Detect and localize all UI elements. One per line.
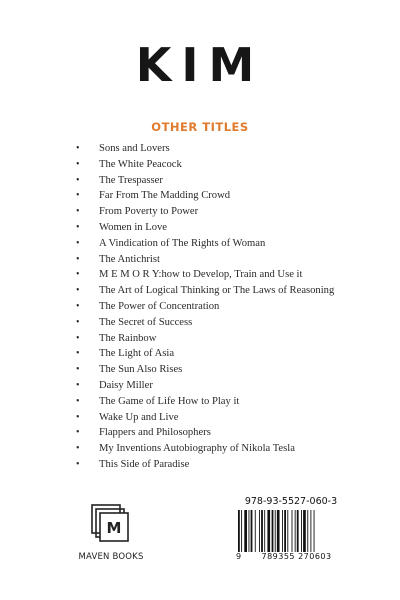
list-item: • The Game of Life How to Play it [74, 394, 384, 410]
barcode-bar [287, 510, 288, 552]
barcode-bar [277, 510, 280, 552]
list-item: • This Side of Paradise [74, 457, 384, 473]
barcode-bar [275, 510, 276, 552]
list-item: • The Secret of Success [74, 315, 384, 331]
publisher-name: MAVEN BOOKS [78, 552, 144, 562]
list-item: • The Light of Asia [74, 346, 384, 362]
isbn-label: 978-93-5527-060-3 [244, 496, 338, 507]
barcode-bar [251, 510, 253, 552]
logo-letter: M [106, 519, 122, 537]
barcode-bar [303, 510, 306, 552]
isbn-barcode [236, 510, 346, 552]
barcode-bar [314, 510, 315, 552]
barcode-bar [310, 510, 311, 552]
barcode-bar [261, 510, 263, 552]
list-item: • Sons and Lovers [74, 141, 384, 157]
barcode-bar [241, 510, 242, 552]
list-item: • Flappers and Philosophers [74, 425, 384, 441]
barcode-bar [272, 510, 274, 552]
barcode-bar [238, 510, 240, 552]
list-item: • Women in Love [74, 220, 384, 236]
list-item: • Wake Up and Live [74, 410, 384, 426]
barcode-bar [284, 510, 286, 552]
book-title: KIM [135, 38, 265, 92]
barcode-bar [264, 510, 265, 552]
barcode-number: 789355 270603 [261, 552, 332, 561]
maven-logo-icon [91, 504, 129, 544]
other-titles-list [74, 141, 384, 473]
list-item: • My Inventions Autobiography of Nikola Tesla [74, 441, 384, 457]
list-item: • The Antichrist [74, 252, 384, 268]
other-titles-heading: OTHER TITLES [151, 120, 249, 134]
list-item: • The Trespasser [74, 173, 384, 189]
list-item: • M E M O R Y:how to Develop, Train and Use it [74, 267, 384, 283]
barcode-bar [255, 510, 256, 552]
barcode-bar [282, 510, 283, 552]
list-item: • The Rainbow [74, 331, 384, 347]
list-item: • The Power of Concentration [74, 299, 384, 315]
list-item: • The White Peacock [74, 157, 384, 173]
barcode-bar [297, 510, 299, 552]
barcode-prefix: 9 [236, 552, 242, 561]
barcode-bar [267, 510, 270, 552]
barcode-bar [295, 510, 296, 552]
barcode-bar [244, 510, 247, 552]
barcode-bar [292, 510, 293, 552]
list-item: • The Sun Also Rises [74, 362, 384, 378]
barcode-digits [236, 552, 346, 561]
list-item: • A Vindication of The Rights of Woman [74, 236, 384, 252]
barcode-bar [259, 510, 260, 552]
list-item: • Far From The Madding Crowd [74, 188, 384, 204]
list-item: • The Art of Logical Thinking or The Laws of Reasoning [74, 283, 384, 299]
list-item: • Daisy Miller [74, 378, 384, 394]
barcode-bar [307, 510, 308, 552]
barcode-bar [301, 510, 302, 552]
list-item: • From Poverty to Power [74, 204, 384, 220]
barcode-bar [249, 510, 250, 552]
publisher-logo [76, 504, 146, 570]
